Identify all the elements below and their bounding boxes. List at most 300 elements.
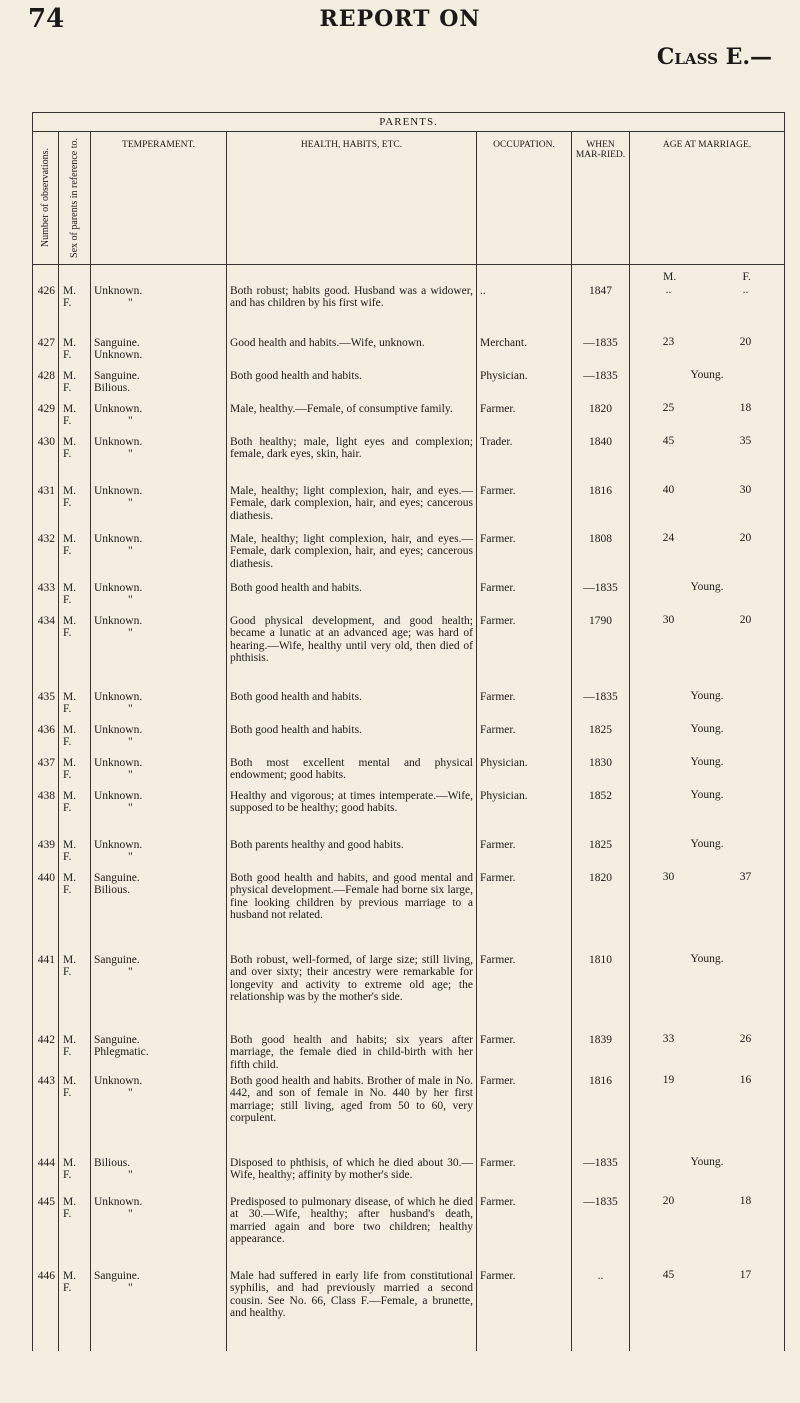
- occupation: Farmer.: [477, 723, 572, 756]
- sex-cell: [59, 690, 91, 723]
- parents-table: [32, 112, 785, 1351]
- age-at-marriage: [630, 402, 785, 435]
- table-row: [33, 435, 785, 484]
- sex-male: M.: [63, 1033, 77, 1046]
- age-male: 25: [662, 401, 675, 414]
- table-row: [33, 369, 785, 402]
- table-row: [33, 871, 785, 953]
- age-at-marriage: [630, 336, 785, 369]
- sex-female: F.: [63, 966, 72, 978]
- when-married: 1820: [572, 871, 630, 953]
- sex-cell: [59, 1156, 91, 1195]
- age-subheader-row: [33, 265, 785, 284]
- class-label: Class E.—: [656, 44, 772, 70]
- sex-female: F.: [63, 594, 72, 606]
- sex-male: M.: [63, 789, 77, 802]
- temperament-cell: [91, 756, 227, 789]
- age-male: 33: [662, 1032, 675, 1045]
- when-married: ..: [572, 1269, 630, 1351]
- sex-female: F.: [63, 297, 72, 309]
- temperament-male: Unknown.: [94, 690, 143, 703]
- sex-cell: [59, 614, 91, 690]
- when-married: —1835: [572, 690, 630, 723]
- observation-number: 446: [33, 1269, 59, 1351]
- age-female: 20: [739, 613, 752, 626]
- sex-cell: [59, 484, 91, 532]
- occupation: Farmer.: [477, 484, 572, 532]
- page-header: [0, 0, 800, 112]
- age-young: Young.: [690, 788, 724, 801]
- sex-male: M.: [63, 581, 77, 594]
- health-habits: Both good health and habits.: [227, 723, 477, 756]
- health-habits: Good physical development, and good health; became a lunatic at an advanced age; was hard of hearing.—Wife, healthy until very old, then died of phthisis.: [227, 614, 477, 690]
- health-habits: Both good health and habits, and good mental and physical development.—Female had borne six large, fine looking children by previous marriage to a husband not related.: [227, 871, 477, 953]
- temperament-male: Sanguine.: [94, 871, 140, 884]
- temperament-cell: [91, 1074, 227, 1156]
- observation-number: 430: [33, 435, 59, 484]
- occupation: ..: [477, 284, 572, 336]
- age-male: 45: [662, 1268, 675, 1281]
- sex-male: M.: [63, 614, 77, 627]
- running-title: REPORT ON: [319, 6, 481, 32]
- sex-cell: [59, 369, 91, 402]
- when-married: 1825: [572, 838, 630, 871]
- temperament-cell: [91, 1033, 227, 1074]
- when-married: 1810: [572, 953, 630, 1033]
- age-pair: [630, 1195, 784, 1208]
- sex-female: F.: [63, 497, 72, 509]
- table-row: [33, 690, 785, 723]
- header-sex: Sex of parents in reference to.: [59, 132, 91, 265]
- health-habits: Both most excellent mental and physical endowment; good habits.: [227, 756, 477, 789]
- sex-male: M.: [63, 1074, 77, 1087]
- health-habits: Disposed to phthisis, of which he died about 30.—Wife, healthy; affinity by mother's side.: [227, 1156, 477, 1195]
- age-female: 20: [739, 531, 752, 544]
- occupation: Farmer.: [477, 532, 572, 581]
- occupation: Physician.: [477, 369, 572, 402]
- observation-number: 437: [33, 756, 59, 789]
- header-married: WHEN MAR-RIED.: [572, 132, 630, 265]
- age-at-marriage: [630, 435, 785, 484]
- observation-number: 432: [33, 532, 59, 581]
- parents-group-header: PARENTS.: [33, 113, 785, 132]
- age-female: 18: [739, 1194, 752, 1207]
- age-pair: [630, 435, 784, 448]
- age-young: Young.: [690, 722, 724, 735]
- occupation: Physician.: [477, 789, 572, 838]
- temperament-female: ": [128, 966, 133, 978]
- sex-male: M.: [63, 756, 77, 769]
- table-row: [33, 1195, 785, 1269]
- age-young: Young.: [690, 368, 724, 381]
- occupation: Farmer.: [477, 614, 572, 690]
- age-at-marriage: [630, 484, 785, 532]
- occupation: Farmer.: [477, 690, 572, 723]
- sex-female: F.: [63, 736, 72, 748]
- table-row: [33, 953, 785, 1033]
- observation-number: 428: [33, 369, 59, 402]
- health-habits: Both good health and habits. Brother of male in No. 442, and son of female in No. 440 by her first marriage; still living, aged from 50 to 60, very corpulent.: [227, 1074, 477, 1156]
- temperament-cell: [91, 284, 227, 336]
- temperament-male: Unknown.: [94, 402, 143, 415]
- temperament-male: Sanguine.: [94, 1269, 140, 1282]
- observation-number: 436: [33, 723, 59, 756]
- temperament-female: ": [128, 703, 133, 715]
- header-temperament: TEMPERAMENT.: [91, 132, 227, 265]
- sex-cell: [59, 284, 91, 336]
- age-female: 18: [739, 401, 752, 414]
- table-row: [33, 614, 785, 690]
- temperament-female: ": [128, 497, 133, 509]
- sex-male: M.: [63, 435, 77, 448]
- age-at-marriage: [630, 284, 785, 336]
- age-pair: [630, 1033, 784, 1046]
- health-habits: Both parents healthy and good habits.: [227, 838, 477, 871]
- when-married: 1852: [572, 789, 630, 838]
- temperament-female: ": [128, 545, 133, 557]
- temperament-male: Sanguine.: [94, 1033, 140, 1046]
- temperament-cell: [91, 484, 227, 532]
- age-female: ..: [742, 283, 749, 296]
- temperament-female: ": [128, 1208, 133, 1220]
- occupation: Farmer.: [477, 953, 572, 1033]
- observation-number: 434: [33, 614, 59, 690]
- age-pair: [630, 532, 784, 545]
- age-male: 24: [662, 531, 675, 544]
- age-at-marriage: [630, 723, 785, 756]
- sex-cell: [59, 435, 91, 484]
- temperament-cell: [91, 1156, 227, 1195]
- age-pair: [630, 1074, 784, 1087]
- age-at-marriage: [630, 1269, 785, 1351]
- temperament-female: Bilious.: [94, 884, 131, 896]
- age-pair: [630, 871, 784, 884]
- observation-number: 445: [33, 1195, 59, 1269]
- sex-cell: [59, 723, 91, 756]
- sex-female: F.: [63, 1282, 72, 1294]
- temperament-male: Unknown.: [94, 484, 143, 497]
- temperament-male: Unknown.: [94, 789, 143, 802]
- sex-cell: [59, 1074, 91, 1156]
- header-number: Number of observations.: [33, 132, 59, 265]
- age-male: ..: [665, 283, 672, 296]
- occupation: Farmer.: [477, 402, 572, 435]
- age-female: 17: [739, 1268, 752, 1281]
- sex-cell: [59, 871, 91, 953]
- when-married: 1840: [572, 435, 630, 484]
- temperament-female: Bilious.: [94, 382, 131, 394]
- age-male: 45: [662, 434, 675, 447]
- occupation: Farmer.: [477, 581, 572, 614]
- sex-female: F.: [63, 349, 72, 361]
- sex-male: M.: [63, 484, 77, 497]
- observation-number: 443: [33, 1074, 59, 1156]
- health-habits: Good health and habits.—Wife, unknown.: [227, 336, 477, 369]
- sex-female: F.: [63, 382, 72, 394]
- health-habits: Predisposed to pulmonary disease, of which he died at 30.—Wife, healthy; after husband's death, married again and bore two children; healthy appearance.: [227, 1195, 477, 1269]
- when-married: 1816: [572, 484, 630, 532]
- temperament-female: ": [128, 594, 133, 606]
- table-row: [33, 402, 785, 435]
- age-at-marriage: [630, 614, 785, 690]
- sex-male: M.: [63, 1269, 77, 1282]
- sex-female: F.: [63, 1208, 72, 1220]
- age-at-marriage: [630, 756, 785, 789]
- sex-male: M.: [63, 871, 77, 884]
- temperament-male: Unknown.: [94, 1195, 143, 1208]
- temperament-cell: [91, 369, 227, 402]
- age-at-marriage: [630, 1033, 785, 1074]
- when-married: 1847: [572, 284, 630, 336]
- age-at-marriage: [630, 1195, 785, 1269]
- health-habits: Male, healthy.—Female, of consumptive family.: [227, 402, 477, 435]
- page-number: 74: [28, 4, 65, 34]
- table-row: [33, 336, 785, 369]
- temperament-male: Unknown.: [94, 614, 143, 627]
- age-young: Young.: [690, 580, 724, 593]
- age-female: 30: [739, 483, 752, 496]
- health-habits: Both robust; habits good. Husband was a widower, and has children by his first wife.: [227, 284, 477, 336]
- when-married: 1790: [572, 614, 630, 690]
- temperament-male: Unknown.: [94, 435, 143, 448]
- age-young: Young.: [690, 1155, 724, 1168]
- health-habits: Both good health and habits.: [227, 369, 477, 402]
- temperament-male: Unknown.: [94, 723, 143, 736]
- temperament-female: ": [128, 736, 133, 748]
- sex-male: M.: [63, 532, 77, 545]
- health-habits: Both healthy; male, light eyes and complexion; female, dark eyes, skin, hair.: [227, 435, 477, 484]
- observation-number: 438: [33, 789, 59, 838]
- temperament-female: ": [128, 1087, 133, 1099]
- age-at-marriage: [630, 690, 785, 723]
- sex-female: F.: [63, 851, 72, 863]
- table-row: [33, 532, 785, 581]
- when-married: —1835: [572, 581, 630, 614]
- sex-cell: [59, 838, 91, 871]
- age-at-marriage: [630, 532, 785, 581]
- sex-cell: [59, 789, 91, 838]
- table-row: [33, 484, 785, 532]
- observation-number: 444: [33, 1156, 59, 1195]
- age-young: Young.: [690, 837, 724, 850]
- observation-number: 440: [33, 871, 59, 953]
- when-married: 1808: [572, 532, 630, 581]
- age-at-marriage: [630, 369, 785, 402]
- occupation: Farmer.: [477, 1074, 572, 1156]
- temperament-male: Unknown.: [94, 838, 143, 851]
- temperament-cell: [91, 871, 227, 953]
- age-female: 16: [739, 1073, 752, 1086]
- sex-female: F.: [63, 1087, 72, 1099]
- sex-female: F.: [63, 884, 72, 896]
- table-row: [33, 1033, 785, 1074]
- temperament-female: ": [128, 851, 133, 863]
- temperament-male: Sanguine.: [94, 953, 140, 966]
- temperament-cell: [91, 532, 227, 581]
- observation-number: 433: [33, 581, 59, 614]
- observation-number: 429: [33, 402, 59, 435]
- sex-female: F.: [63, 627, 72, 639]
- age-female: 20: [739, 335, 752, 348]
- sex-male: M.: [63, 953, 77, 966]
- table-row: [33, 789, 785, 838]
- temperament-female: ": [128, 448, 133, 460]
- sex-female: F.: [63, 1169, 72, 1181]
- observation-number: 442: [33, 1033, 59, 1074]
- health-habits: Male had suffered in early life from constitutional syphilis, and had previously married a second cousin. See No. 66, Class F.—Female, a brunette, and healthy.: [227, 1269, 477, 1351]
- temperament-cell: [91, 1195, 227, 1269]
- parents-table-wrap: [32, 112, 784, 1351]
- health-habits: Male, healthy; light complexion, hair, and eyes.—Female, dark complexion, hair, and eyes; cancerous diathesis.: [227, 484, 477, 532]
- sex-cell: [59, 1195, 91, 1269]
- age-at-marriage: [630, 953, 785, 1033]
- when-married: 1820: [572, 402, 630, 435]
- occupation: Farmer.: [477, 1269, 572, 1351]
- temperament-male: Unknown.: [94, 284, 143, 297]
- temperament-male: Unknown.: [94, 532, 143, 545]
- occupation: Farmer.: [477, 1195, 572, 1269]
- temperament-cell: [91, 1269, 227, 1351]
- temperament-male: Sanguine.: [94, 336, 140, 349]
- age-at-marriage: [630, 789, 785, 838]
- temperament-female: ": [128, 802, 133, 814]
- when-married: 1816: [572, 1074, 630, 1156]
- age-female-label: F.: [742, 271, 751, 283]
- temperament-cell: [91, 723, 227, 756]
- header-occupation: OCCUPATION.: [477, 132, 572, 265]
- observation-number: 431: [33, 484, 59, 532]
- sex-cell: [59, 402, 91, 435]
- occupation: Physician.: [477, 756, 572, 789]
- observation-number: 427: [33, 336, 59, 369]
- temperament-cell: [91, 402, 227, 435]
- age-at-marriage: [630, 1156, 785, 1195]
- temperament-female: ": [128, 627, 133, 639]
- sex-male: M.: [63, 1156, 77, 1169]
- sex-cell: [59, 1269, 91, 1351]
- sex-cell: [59, 953, 91, 1033]
- temperament-male: Sanguine.: [94, 369, 140, 382]
- observation-number: 439: [33, 838, 59, 871]
- occupation: Trader.: [477, 435, 572, 484]
- occupation: Farmer.: [477, 871, 572, 953]
- sex-male: M.: [63, 838, 77, 851]
- age-at-marriage: [630, 581, 785, 614]
- health-habits: Both robust, well-formed, of large size; still living, and over sixty; their ancestry were remarkable for longevity and activity to extreme old age; the relationship was by the mother's side.: [227, 953, 477, 1033]
- temperament-female: ": [128, 1282, 133, 1294]
- sex-male: M.: [63, 690, 77, 703]
- sex-male: M.: [63, 336, 77, 349]
- age-at-marriage: [630, 1074, 785, 1156]
- sex-female: F.: [63, 703, 72, 715]
- sex-cell: [59, 532, 91, 581]
- temperament-cell: [91, 789, 227, 838]
- table-row: [33, 723, 785, 756]
- temperament-female: ": [128, 297, 133, 309]
- age-young: Young.: [690, 952, 724, 965]
- temperament-female: ": [128, 415, 133, 427]
- age-at-marriage: [630, 838, 785, 871]
- age-pair: [630, 284, 784, 297]
- age-pair: [630, 336, 784, 349]
- observation-number: 441: [33, 953, 59, 1033]
- health-habits: Male, healthy; light complexion, hair, and eyes.—Female, dark complexion, hair, and eyes; cancerous diathesis.: [227, 532, 477, 581]
- when-married: —1835: [572, 336, 630, 369]
- age-pair: [630, 484, 784, 497]
- observation-number: 435: [33, 690, 59, 723]
- sex-female: F.: [63, 1046, 72, 1058]
- table-row: [33, 284, 785, 336]
- temperament-cell: [91, 838, 227, 871]
- sex-female: F.: [63, 448, 72, 460]
- header-health: HEALTH, HABITS, ETC.: [227, 132, 477, 265]
- table-row: [33, 1269, 785, 1351]
- temperament-female: ": [128, 769, 133, 781]
- age-male: 19: [662, 1073, 675, 1086]
- table-row: [33, 756, 785, 789]
- sex-male: M.: [63, 402, 77, 415]
- table-body: [33, 265, 785, 1351]
- sex-female: F.: [63, 769, 72, 781]
- sex-female: F.: [63, 415, 72, 427]
- age-male: 20: [662, 1194, 675, 1207]
- health-habits: Healthy and vigorous; at times intemperate.—Wife, supposed to be healthy; good habits.: [227, 789, 477, 838]
- age-female: 26: [739, 1032, 752, 1045]
- occupation: Farmer.: [477, 1156, 572, 1195]
- age-pair: [630, 402, 784, 415]
- sex-female: F.: [63, 545, 72, 557]
- table-row: [33, 1074, 785, 1156]
- sex-male: M.: [63, 369, 77, 382]
- sex-male: M.: [63, 723, 77, 736]
- temperament-female: Phlegmatic.: [94, 1046, 149, 1058]
- temperament-female: ": [128, 1169, 133, 1181]
- temperament-male: Unknown.: [94, 581, 143, 594]
- temperament-cell: [91, 581, 227, 614]
- temperament-male: Bilious.: [94, 1156, 131, 1169]
- when-married: 1825: [572, 723, 630, 756]
- temperament-female: Unknown.: [94, 349, 143, 361]
- when-married: 1830: [572, 756, 630, 789]
- table-row: [33, 1156, 785, 1195]
- when-married: —1835: [572, 369, 630, 402]
- sex-cell: [59, 756, 91, 789]
- when-married: 1839: [572, 1033, 630, 1074]
- temperament-cell: [91, 336, 227, 369]
- sex-cell: [59, 1033, 91, 1074]
- sex-cell: [59, 581, 91, 614]
- temperament-cell: [91, 435, 227, 484]
- sex-male: M.: [63, 1195, 77, 1208]
- age-male: 30: [662, 870, 675, 883]
- occupation: Farmer.: [477, 1033, 572, 1074]
- age-female: 35: [739, 434, 752, 447]
- age-young: Young.: [690, 689, 724, 702]
- health-habits: Both good health and habits; six years after marriage, the female died in child-birth with her fifth child.: [227, 1033, 477, 1074]
- temperament-cell: [91, 953, 227, 1033]
- age-young: Young.: [690, 755, 724, 768]
- when-married: —1835: [572, 1156, 630, 1195]
- occupation: Merchant.: [477, 336, 572, 369]
- temperament-cell: [91, 690, 227, 723]
- age-male-label: M.: [663, 271, 677, 283]
- temperament-male: Unknown.: [94, 1074, 143, 1087]
- temperament-cell: [91, 614, 227, 690]
- age-male: 40: [662, 483, 675, 496]
- sex-cell: [59, 336, 91, 369]
- table-row: [33, 581, 785, 614]
- sex-female: F.: [63, 802, 72, 814]
